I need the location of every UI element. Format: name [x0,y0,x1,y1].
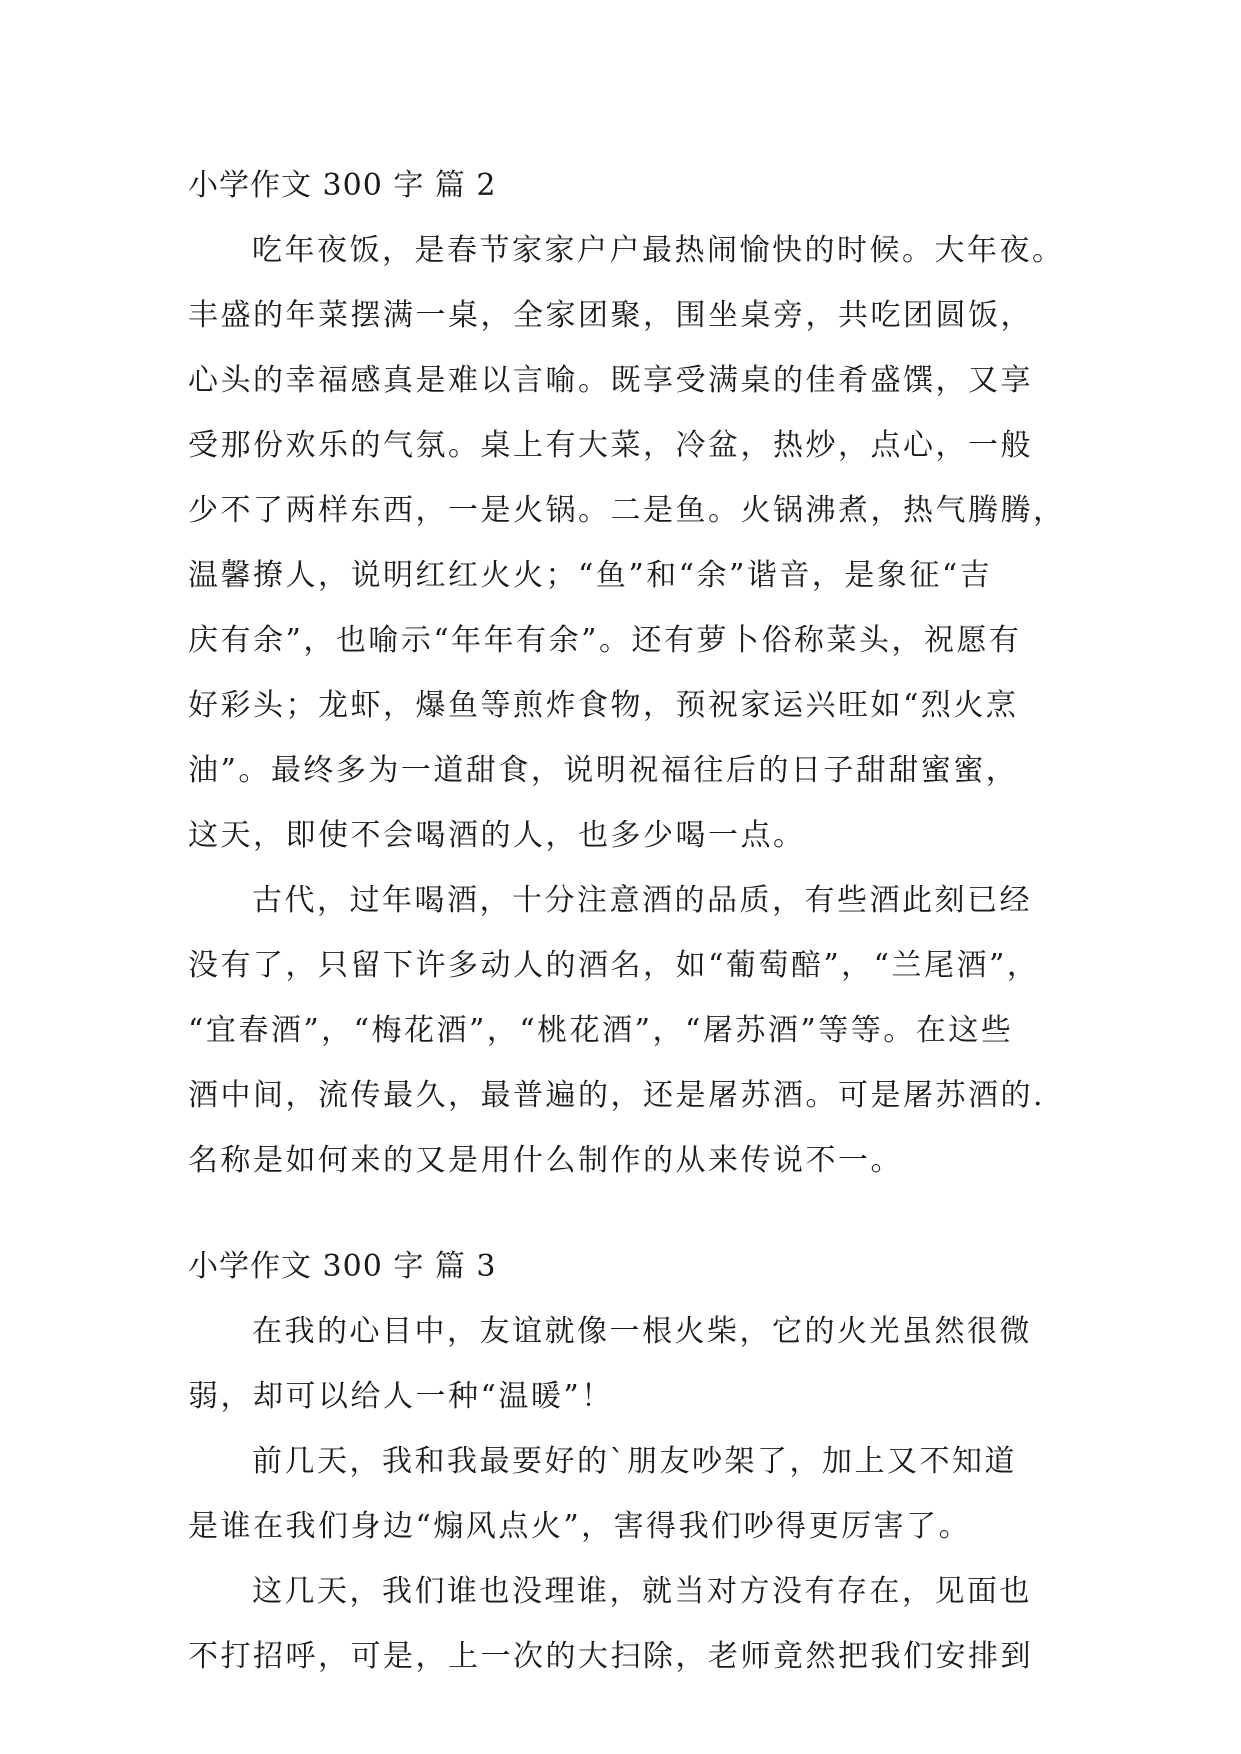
paragraph-line: 弱，却可以给人一种“温暖”！ [188,1379,614,1414]
paragraph-line: 吃年夜饭，是春节家家户户最热闹愉快的时候。大年夜。 [252,233,1065,268]
paragraph-line: 少不了两样东西，一是火锅。二是鱼。火锅沸煮，热气腾腾， [188,493,1066,528]
paragraph-line: 这几天，我们谁也没理谁，就当对方没有存在，见面也 [252,1574,1032,1609]
paragraph-line: 古代，过年喝酒，十分注意酒的品质，有些酒此刻已经 [252,883,1032,918]
paragraph-line: 不打招呼，可是，上一次的大扫除，老师竟然把我们安排到 [188,1639,1033,1674]
paragraph-line: 好彩头；龙虾，爆鱼等煎炸食物，预祝家运兴旺如“烈火烹 [188,688,1019,723]
paragraph-line: 庆有余”，也喻示“年年有余”。还有萝卜俗称菜头，祝愿有 [188,623,1022,658]
paragraph-line: 在我的心目中，友谊就像一根火柴，它的火光虽然很微 [252,1314,1032,1349]
paragraph-line: 没有了，只留下许多动人的酒名，如“葡萄醅”，“兰尾酒”， [188,948,1040,983]
paragraph-line: 前几天，我和我最要好的`朋友吵架了，加上又不知道 [252,1444,1017,1479]
paragraph-line: “宜春酒”，“梅花酒”，“桃花酒”，“屠苏酒”等等。在这些 [188,1013,1014,1048]
paragraph-line: 是谁在我们身边“煽风点火”，害得我们吵得更厉害了。 [188,1509,972,1544]
paragraph-line: 酒中间，流传最久，最普遍的，还是屠苏酒。可是屠苏酒的. [188,1078,1046,1113]
paragraph-line: 温馨撩人，说明红红火火；“鱼”和“余”谐音，是象征“吉 [188,558,993,593]
paragraph-line: 这天，即使不会喝酒的人，也多少喝一点。 [188,818,806,853]
paragraph-line: 丰盛的年菜摆满一桌，全家团聚，围坐桌旁，共吃团圆饭， [188,298,1033,333]
section-heading: 小学作文 300 字 篇 3 [188,1249,497,1284]
section-heading: 小学作文 300 字 篇 2 [188,168,497,203]
paragraph-line: 心头的幸福感真是难以言喻。既享受满桌的佳肴盛馔，又享 [188,363,1033,398]
paragraph-line: 名称是如何来的又是用什么制作的从来传说不一。 [188,1143,903,1178]
paragraph-line: 油”。最终多为一道甜食，说明祝福往后的日子甜甜蜜蜜， [188,753,1019,788]
paragraph-line: 受那份欢乐的气氛。桌上有大菜，冷盆，热炒，点心，一般 [188,428,1033,463]
